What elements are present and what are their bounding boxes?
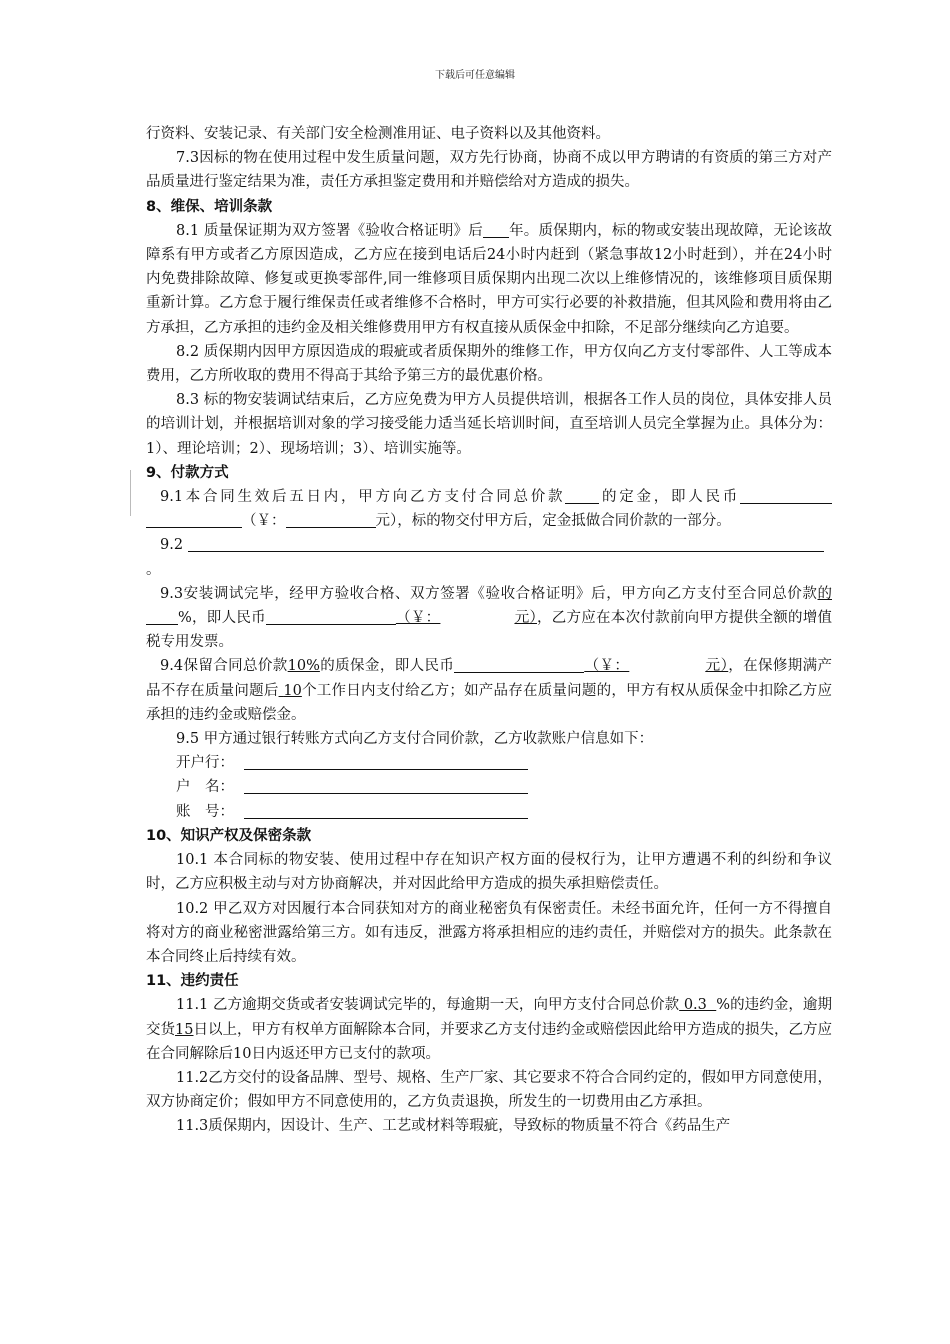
blank-warranty-years (483, 221, 509, 238)
clause-11-2: 11.2乙方交付的设备品牌、型号、规格、生产厂家、其它要求不符合合同约定的，假如甲方同意使用，双方协商定价；假如甲方不同意使用的，乙方负责退换，所发生的一切费用由乙方承担。 (146, 1069, 832, 1111)
clause-9-4-text-e: ，在保修期满产品不存在质量问题后 (146, 658, 833, 699)
clause-9-3-amount (396, 610, 537, 626)
blank-payment-percent (146, 608, 178, 625)
clause-9-3-text-b: %，即人民币 (178, 610, 266, 627)
blank-deposit-rmb (740, 487, 832, 504)
retention-percent: 10% (287, 658, 320, 675)
clause-8-1 (146, 219, 832, 340)
clause-9-4-yuan-open: （￥： (584, 658, 630, 675)
clause-9-4-amount (584, 658, 728, 674)
overdue-days: 15 (175, 1021, 194, 1038)
heading-section-8: 8、维保、培训条款 (146, 198, 273, 215)
clause-9-2 (146, 533, 832, 557)
clause-9-4-text-f: 个工作日内支付给乙方；如产品存在质量问题的，甲方有权从质保金中扣除乙方应承担的违约金或赔偿金。 (146, 682, 833, 723)
heading-section-10: 10、知识产权及保密条款 (146, 827, 312, 844)
clause-8-1-text: 8.1 质量保证期为双方签署《验收合格证明》后 (176, 222, 483, 239)
blank-clause-9-2 (188, 535, 824, 552)
account-name-label: 户 名： (176, 779, 234, 796)
clause-9-1-text: 9.1本合同生效后五日内，甲方向乙方支付合同总价款 (160, 489, 566, 506)
clause-9-1-text-c: （￥： (242, 513, 286, 530)
account-bank-field[interactable] (244, 753, 528, 770)
clause-11-1 (146, 993, 832, 1066)
retention-days (279, 683, 302, 699)
clause-11-3: 11.3质保期内，因设计、生产、工艺或材料等瑕疵，导致标的物质量不符合《药品生产 (176, 1118, 731, 1135)
clause-9-4 (146, 654, 832, 727)
margin-mark (130, 470, 131, 516)
clause-9-3-text-e: ，乙方应在本次付款前向甲方提供全额的增值税专用发票。 (146, 610, 833, 651)
clause-9-1-text-d: 元），标的物交付甲方后，定金抵做合同价款的一部分。 (375, 513, 731, 530)
retention-days-value: 10 (283, 682, 302, 699)
heading-section-9: 9、付款方式 (146, 464, 229, 481)
penalty-rate: 0.3 (679, 997, 717, 1014)
clause-9-1 (146, 485, 832, 533)
clause-9-2-number: 9.2 (160, 537, 184, 554)
clause-9-3-text: 9.3安装调试完毕，经甲方验收合格、双方签署《验收合格证明》后，甲方向乙方支付至合同总价款 (160, 585, 818, 602)
clause-8-1-text-cont: 年。质保期内，标的物或安装出现故障，无论该故障系有甲方或者乙方原因造成，乙方应在接到电话后24小时内赶到（紧急事故12小时赶到），并在24小时内免费排除故障、修复或更换零部件,同一维修项目质保期内出现二次以上维修情况的，该维修项目质保期重新计算。乙方怠于履行维保责任或者维修不合格时，甲方可实行必要的补救措施，但其风险和费用将由乙方承担，乙方承担的违约金及相关维修费用甲方有权直接从质保金中扣除，不足部分继续向乙方追要。 (146, 222, 833, 336)
clause-11-1-text: 11.1 乙方逾期交货或者安装调试完毕的，每逾期一天，向甲方支付合同总价款 (176, 997, 680, 1014)
paragraph-materials: 行资料、安装记录、有关部门安全检测准用证、电子资料以及其他资料。 (146, 126, 610, 142)
blank-deposit-rmb-cont (146, 511, 242, 528)
blank-payment-rmb (266, 608, 396, 625)
clause-8-2: 8.2 质保期内因甲方原因造成的瑕疵或者质保期外的维修工作，甲方仅向乙方支付零部件、人工等成本费用，乙方所收取的费用不得高于其给予第三方的最优惠价格。 (146, 343, 832, 385)
clause-9-2-end: 。 (146, 561, 161, 578)
clause-7-3: 7.3因标的物在使用过程中发生质量问题，双方先行协商，协商不成以甲方聘请的有资质的第三方对产品质量进行鉴定结果为准，责任方承担鉴定费用和并赔偿给对方造成的损失。 (146, 150, 832, 191)
clause-11-1-text-b: %的违约金，逾期交货 (146, 997, 832, 1038)
clause-9-3-underlined: 的 (817, 585, 832, 602)
account-name-row (146, 775, 832, 799)
page-header: 下载后可任意编辑 (435, 70, 515, 81)
account-number-label: 账 号： (176, 803, 234, 820)
clause-10-1: 10.1 本合同标的物安装、使用过程中存在知识产权方面的侵权行为，让甲方遭遇不利的纠纷和争议时，乙方应积极主动与对方协商解决，并对因此给甲方造成的损失承担赔偿责任。 (146, 852, 832, 893)
clause-9-5: 9.5 甲方通过银行转账方式向乙方支付合同价款，乙方收款账户信息如下： (176, 731, 654, 748)
blank-deposit-amount (286, 511, 376, 528)
account-name-field[interactable] (244, 777, 528, 794)
clause-9-4-text-b: 的质保金，即人民币 (319, 658, 455, 675)
clause-9-3-yuan-close: 元） (514, 610, 537, 627)
clause-9-3 (146, 582, 832, 655)
clause-9-3-yuan-open: （￥： (395, 610, 441, 627)
clause-8-3: 8.3 标的物安装调试结束后，乙方应免费为甲方人员提供培训，根据各工作人员的岗位，具体安排人员的培训计划，并根据培训对象的学习接受能力适当延长培训时间，直至培训人员完全掌握为止。具体分为：1）、理论培训；2）、现场培训；3）、培训实施等。 (146, 392, 832, 457)
account-number-field[interactable] (244, 802, 528, 819)
account-number-row (146, 800, 832, 824)
heading-section-11: 11、违约责任 (146, 973, 239, 990)
blank-deposit-percent (565, 487, 599, 504)
account-bank-row (146, 751, 832, 775)
clause-9-1-text-b: 的定金，即人民币 (599, 489, 740, 506)
contract-body (146, 122, 832, 1139)
clause-9-4-text: 9.4保留合同总价款 (160, 658, 288, 675)
clause-10-2: 10.2 甲乙双方对因履行本合同获知对方的商业秘密负有保密责任。未经书面允许，任何一方不得擅自将对方的商业秘密泄露给第三方。如有违反，泄露方将承担相应的违约责任，并赔偿对方的损失。此条款在本合同终止后持续有效。 (146, 900, 832, 965)
account-bank-label: 开户行： (176, 755, 234, 772)
clause-11-1-text-c: 日以上，甲方有权单方面解除本合同，并要求乙方支付违约金或赔偿因此给甲方造成的损失，乙方应在合同解除后10日内返还甲方已支付的款项。 (146, 1021, 833, 1062)
blank-retention-rmb (454, 656, 584, 673)
clause-9-4-yuan-close: 元） (705, 658, 729, 675)
